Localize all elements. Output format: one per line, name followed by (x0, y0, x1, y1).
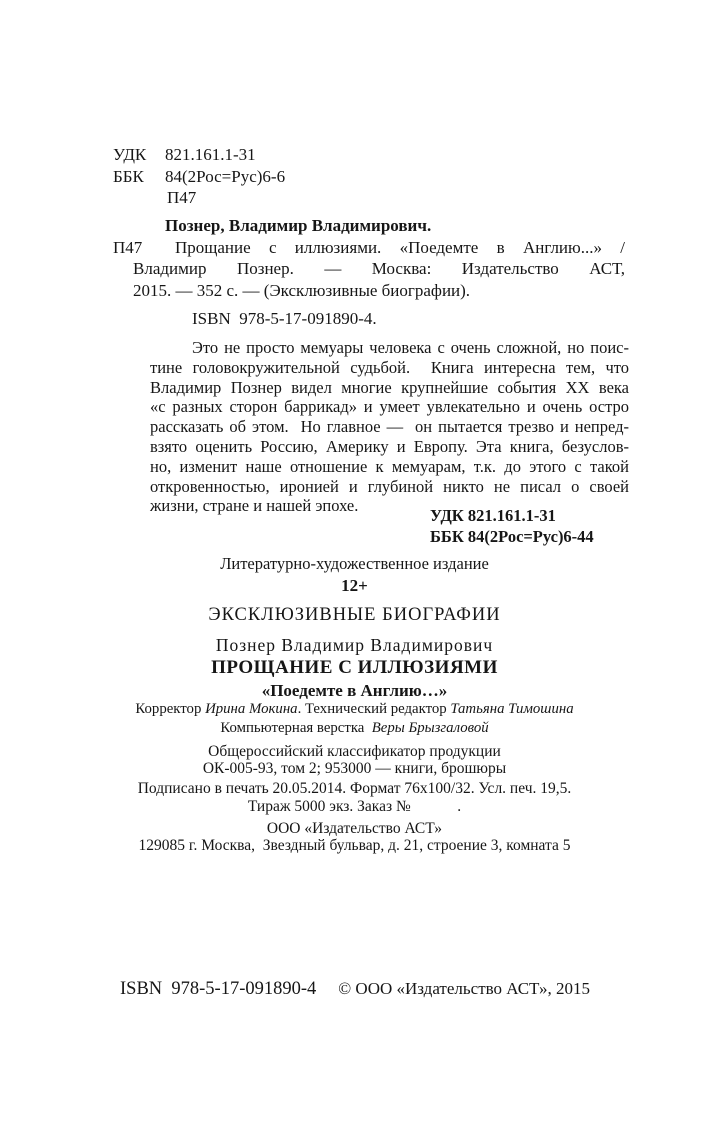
age-rating: 12+ (341, 576, 368, 595)
tech-editor-label: . Технический редактор (297, 701, 451, 717)
annotation-paragraph (150, 338, 629, 516)
codes-block (430, 506, 594, 547)
book-title: ПРОЩАНИЕ С ИЛЛЮЗИЯМИ (211, 657, 498, 678)
classifier-line-1: Общероссийский классификатор продукции (208, 743, 501, 760)
publisher-name: ООО «Издательство АСТ» (266, 820, 443, 837)
entry-code: П47 (113, 237, 143, 257)
footer (120, 979, 590, 1000)
annotation-line-3: Владимир Познер видел многие крупнейшие события XX века (150, 377, 629, 397)
print-info-block (0, 780, 709, 815)
annotation-line-4: «с разных сторон баррикад» и умеет увлекательно и очень остро (150, 397, 629, 417)
entry-text-line-3: 2015. — 352 с. — (Эксклюзивные биографии). (133, 280, 471, 300)
udk-label: УДК (113, 145, 147, 164)
catalog-entry (113, 237, 625, 302)
udk-code-bold: УДК 821.161.1-31 (430, 506, 556, 525)
edition-type: Литературно-художественное издание (220, 554, 489, 573)
annotation-line-9: жизни, стране и нашей эпохе. (150, 496, 359, 516)
catalog-isbn: ISBN 978-5-17-091890-4. (192, 309, 377, 328)
footer-isbn: ISBN 978-5-17-091890-4 (120, 979, 317, 999)
corrector-label: Корректор (135, 701, 206, 717)
author-sign: П47 (167, 188, 197, 207)
credits-line-2 (0, 719, 709, 738)
catalog-block (113, 144, 625, 330)
layout-name: Веры Брызгаловой (368, 720, 489, 736)
entry-text (133, 237, 625, 302)
series-title: ЭКСКЛЮЗИВНЫЕ БИОГРАФИИ (208, 605, 501, 625)
entry-text-line-2: Владимир Познер. — Москва: Издательство АСТ, (133, 259, 625, 278)
bbk-code-bold: ББК 84(2Рос=Рус)6-44 (430, 526, 594, 546)
annotation-line-1: Это не просто мемуары человека с очень сложной, но поис- (192, 338, 629, 357)
publisher-address: 129085 г. Москва, Звездный бульвар, д. 21, строение 3, комната 5 (138, 837, 571, 854)
print-info-line-1: Подписано в печать 20.05.2014. Формат 76х100/32. Усл. печ. 19,5. (137, 780, 572, 797)
classifier-line-2: ОК-005-93, том 2; 953000 — книги, брошюры (202, 760, 507, 777)
annotation-line-7: но, изменит наше отношение к мемуарам, т.к. до этого с такой (150, 456, 629, 476)
publisher-block (0, 820, 709, 854)
layout-label: Компьютерная верстка (220, 720, 369, 736)
corrector-name: Ирина Мокина (205, 701, 298, 717)
annotation-line-2: тине головокружительной судьбой. Книга интересна тем, что (150, 357, 629, 377)
annotation-line-5: рассказать об этом. Но главное — он пытается трезво и непред- (150, 417, 629, 437)
credits-line-1 (0, 700, 709, 719)
credits-block (0, 700, 709, 738)
print-info-line-2: Тираж 5000 экз. Заказ № . (247, 797, 462, 815)
udk-line (113, 144, 625, 166)
bbk-value: 84(2Рос=Рус)6-6 (165, 166, 286, 186)
annotation-line-6: взято оценить Россию, Америку и Европу. Эта книга, безуслов- (150, 436, 629, 456)
book-subtitle: «Поедемте в Англию…» (261, 681, 448, 700)
entry-text-line-1: Прощание с иллюзиями. «Поедемте в Англию...» / (175, 237, 625, 257)
edition-block (0, 554, 709, 701)
footer-copyright: © ООО «Издательство АСТ», 2015 (338, 979, 590, 998)
book-author: Познер Владимир Владимирович (215, 635, 494, 655)
author-heading: Познер, Владимир Владимирович. (165, 215, 432, 235)
udk-value: 821.161.1-31 (165, 145, 256, 164)
classifier-block (0, 743, 709, 777)
bbk-label: ББК (113, 166, 144, 186)
annotation-line-8: откровенностью, иронией и глубиной никто не писал о своей (150, 476, 629, 496)
tech-editor-name: Татьяна Тимошина (450, 701, 574, 717)
bbk-line (113, 166, 625, 188)
